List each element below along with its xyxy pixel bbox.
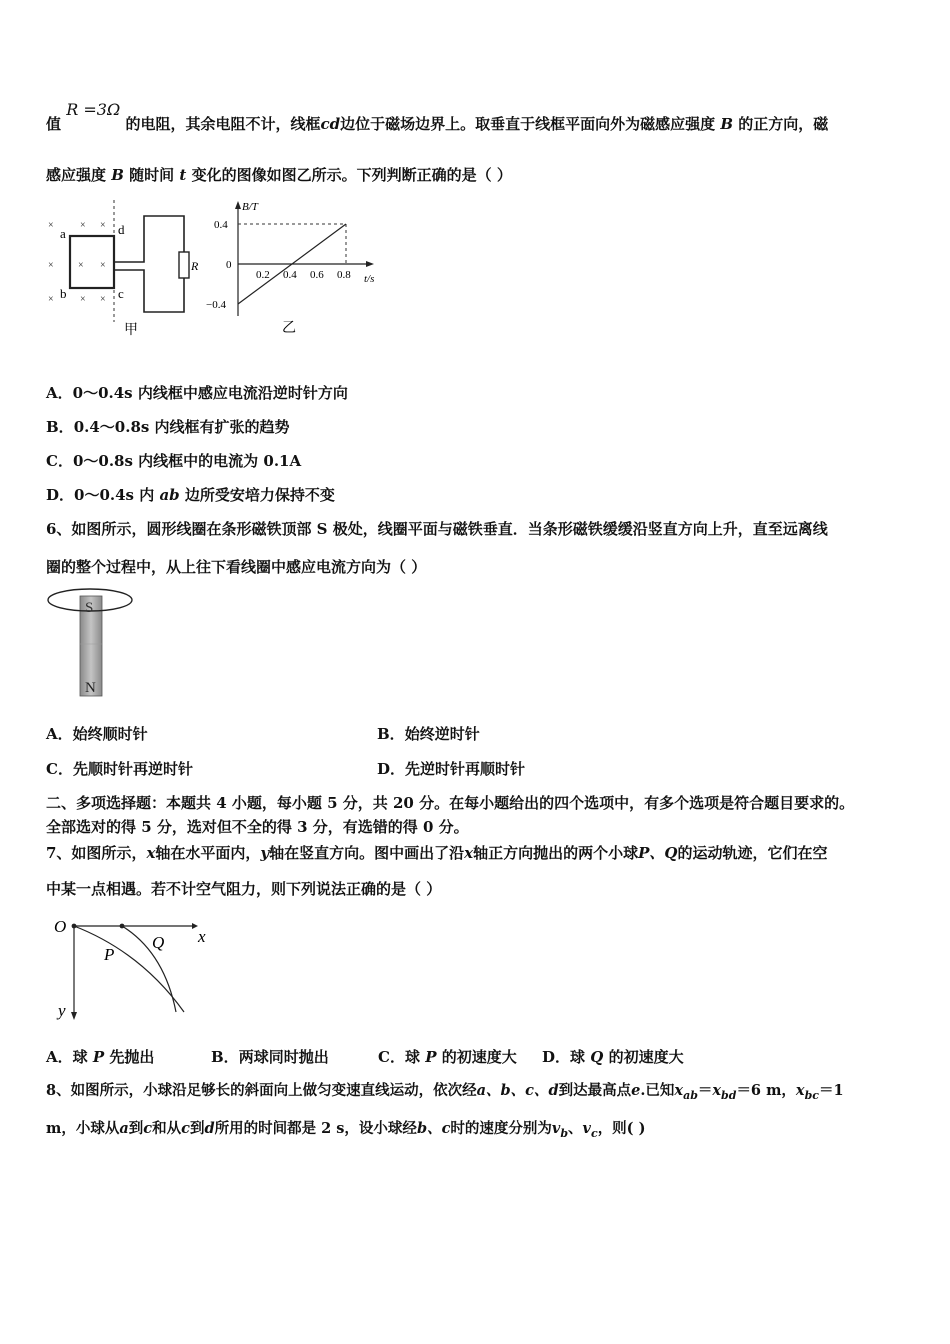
option-text: 始终逆时针 [404,725,480,743]
q5-line2 [46,165,512,185]
option-text: 球 [404,1048,420,1066]
trajectory-Q [122,926,176,1012]
y-tick-label: −0.4 [206,299,226,311]
q8-text: ＝1 [818,1082,844,1099]
option-text: 0.4～0.8s 内线框有扩张的趋势 [73,418,290,436]
q7-y-label: y [58,1001,66,1020]
q8-text: .已知 [640,1082,675,1099]
option-key: D． [377,760,406,778]
q8-sub-bc: bc [804,1088,819,1102]
q6-magnet-figure [44,586,144,702]
q8-sub-c: c [590,1126,598,1140]
q6-option-c[interactable] [46,759,193,779]
q7-option-c[interactable] [378,1047,517,1067]
q8-c: c [181,1120,190,1137]
q8-text: 到达最高点 [558,1082,632,1099]
label-c: c [118,286,124,301]
option-text: 0～0.4s 内线框中感应电流沿逆时针方向 [72,384,348,402]
option-key: A． [46,725,73,743]
option-key: B． [46,418,74,436]
q7-x: x [146,844,156,862]
q7-text: 轴在水平面内， [155,844,261,862]
q8-v: v [582,1120,591,1137]
option-text: 始终顺时针 [72,725,148,743]
x-tick-label: 0.6 [310,269,324,281]
q6-line2: 圈的整个过程中，从上往下看线圈中感应电流方向为（ ） [46,558,427,576]
cross-3: × [100,220,106,231]
cross-8: × [80,294,86,305]
q8-text: 到 [189,1120,205,1137]
q6-option-d[interactable] [377,759,525,779]
label-a: a [60,226,66,241]
q5-line2-pre: 感应强度 [46,166,107,184]
option-math: Q [590,1048,604,1066]
q5-figure-yi [200,198,390,338]
option-key: C． [378,1048,405,1066]
label-R: R [191,259,199,273]
option-text: 0～0.4s 内 [74,486,155,504]
q7-text: 轴在竖直方向。图中画出了沿 [269,844,465,862]
option-key: D． [542,1048,571,1066]
trajectory-P [74,926,184,1012]
q6-option-a[interactable] [46,724,148,744]
q5-line1-post: 的电阻，其余电阻不计，线框 [125,115,321,133]
q8-a: a [119,1120,129,1137]
option-text: 球 [72,1048,88,1066]
q5-resistance-formula: R =3Ω [66,100,121,119]
caption-yi: 乙 [282,321,296,336]
q8-eq: ＝ [697,1082,713,1099]
option-key: A． [46,1048,73,1066]
q8-text: 和从 [152,1120,182,1137]
option-text: 先逆时针再顺时针 [405,760,526,778]
q-launch-dot [120,924,125,929]
q7-text: 7、如图所示， [46,844,147,862]
q8-c: c [143,1120,153,1137]
q5-t: t [179,166,187,184]
q7-trajectory-figure [46,912,226,1024]
option-text: 两球同时抛出 [238,1048,329,1066]
x-tick-label: 0.8 [337,269,351,281]
option-key: B． [211,1048,239,1066]
ylabel: B/T [242,201,258,213]
cross-7: × [48,294,54,305]
label-d: d [118,222,125,237]
q6-option-b[interactable] [377,724,480,744]
option-math: P [92,1048,105,1066]
option-text: 先顺时针再逆时针 [72,760,193,778]
option-key: A． [46,384,73,402]
q8-d: d [204,1120,215,1137]
q5-option-a[interactable] [46,383,348,403]
option-text: 0～0.8s 内线框中的电流为 0.1A [72,452,302,470]
q7-text: 轴正方向抛出的两个小球 [473,844,639,862]
option-text-2: 先抛出 [109,1048,155,1066]
q8-text: 时的速度分别为 [450,1120,552,1137]
q8-sub-bd: bd [721,1088,737,1102]
q7-line2: 中某一点相遇。若不计空气阻力，则下列说法正确的是（ ） [46,880,442,898]
q8-bc: b、c [416,1120,451,1137]
q6-line1: 6、如图所示，圆形线圈在条形磁铁顶部 S 极处，线圈平面与磁铁垂直．当条形磁铁缓缓沿竖直方向上升，直至远离线 [46,520,828,538]
q7-O-label: O [54,917,67,936]
caption-jia: 甲 [124,323,138,338]
option-math: P [425,1048,437,1066]
q7-line1 [46,843,828,863]
option-text-2: 边所受安培力保持不变 [184,486,335,504]
q5-figure-jia [44,200,204,340]
q8-e: e [631,1082,641,1099]
q7-y: y [260,844,270,862]
q5-line1-post2: 边位于磁场边界上。取垂直于线框平面向外为磁感应强度 [340,115,716,133]
magnet-n-label: N [85,680,96,696]
q5-option-c[interactable] [46,451,301,471]
q8-sep: 、 [568,1120,583,1137]
cross-1: × [48,220,54,231]
option-key: C． [46,760,73,778]
q5-option-b[interactable] [46,417,290,437]
origin-label: 0 [226,259,232,271]
option-text: 球 [570,1048,586,1066]
section2-line2: 全部选对的得 5 分，选对但不全的得 3 分，有选错的得 0 分。 [46,818,469,836]
cross-6: × [100,260,106,271]
option-key: C． [46,452,73,470]
cross-5: × [78,260,84,271]
q5-cd: cd [320,115,341,133]
q8-text: 所用的时间都是 2 s，设小球经 [214,1120,417,1137]
q7-PQ: P、Q [638,844,678,862]
option-math: ab [159,486,180,504]
q7-x2: x [464,844,474,862]
q8-x: x [795,1082,805,1099]
q5-line1-end: 的正方向，磁 [738,115,829,133]
y-tick-label: 0.4 [214,219,228,231]
q8-line1 [46,1081,844,1106]
q8-text: ＝6 m， [736,1082,796,1099]
x-tick-label: 0.2 [256,269,270,281]
magnet-s-label: S [85,600,94,616]
option-text-2: 的初速度大 [441,1048,517,1066]
q5-line2-mid: 随时间 [129,166,175,184]
q5-option-d[interactable] [46,485,335,505]
section2-line1: 二、多项选择题：本题共 4 小题，每小题 5 分，共 20 分。在每小题给出的四个选项中，有多个选项是符合题目要求的。 [46,794,855,812]
q8-text: 8、如图所示，小球沿足够长的斜面向上做匀变速直线运动，依次经 [46,1082,477,1099]
q8-text: ，则( ) [597,1120,646,1137]
q8-sub-b: b [560,1126,569,1140]
origin-dot [72,924,77,929]
q8-line2 [46,1119,645,1144]
x-tick-label: 0.4 [283,269,297,281]
cross-2: × [80,220,86,231]
q7-Q-label: Q [152,933,165,952]
cross-4: × [48,260,54,271]
q7-option-b[interactable] [211,1047,329,1067]
q8-x: x [712,1082,722,1099]
q5-B: B [720,115,734,133]
option-text-2: 的初速度大 [608,1048,684,1066]
q8-sub-ab: ab [683,1088,698,1102]
option-key: D． [46,486,75,504]
q8-x: x [674,1082,684,1099]
q8-v: v [551,1120,561,1137]
q7-text: 的运动轨迹，它们在空 [677,844,828,862]
q7-x-label: x [198,927,206,946]
q7-option-a[interactable] [46,1047,154,1067]
q8-text: m，小球从 [46,1120,120,1137]
q8-text: 到 [128,1120,144,1137]
q5-line1-pre: 值 [46,115,62,133]
q7-P-label: P [104,945,115,964]
xlabel: t/s [364,273,375,285]
label-b: b [60,286,67,301]
option-key: B． [377,725,405,743]
q5-line1 [46,100,829,134]
cross-9: × [100,294,106,305]
q7-option-d[interactable] [542,1047,684,1067]
q5-line2-end: 变化的图像如图乙所示。下列判断正确的是（ ） [191,166,512,184]
q8-points: a、b、c、d [476,1082,559,1099]
q5-B2: B [111,166,124,184]
